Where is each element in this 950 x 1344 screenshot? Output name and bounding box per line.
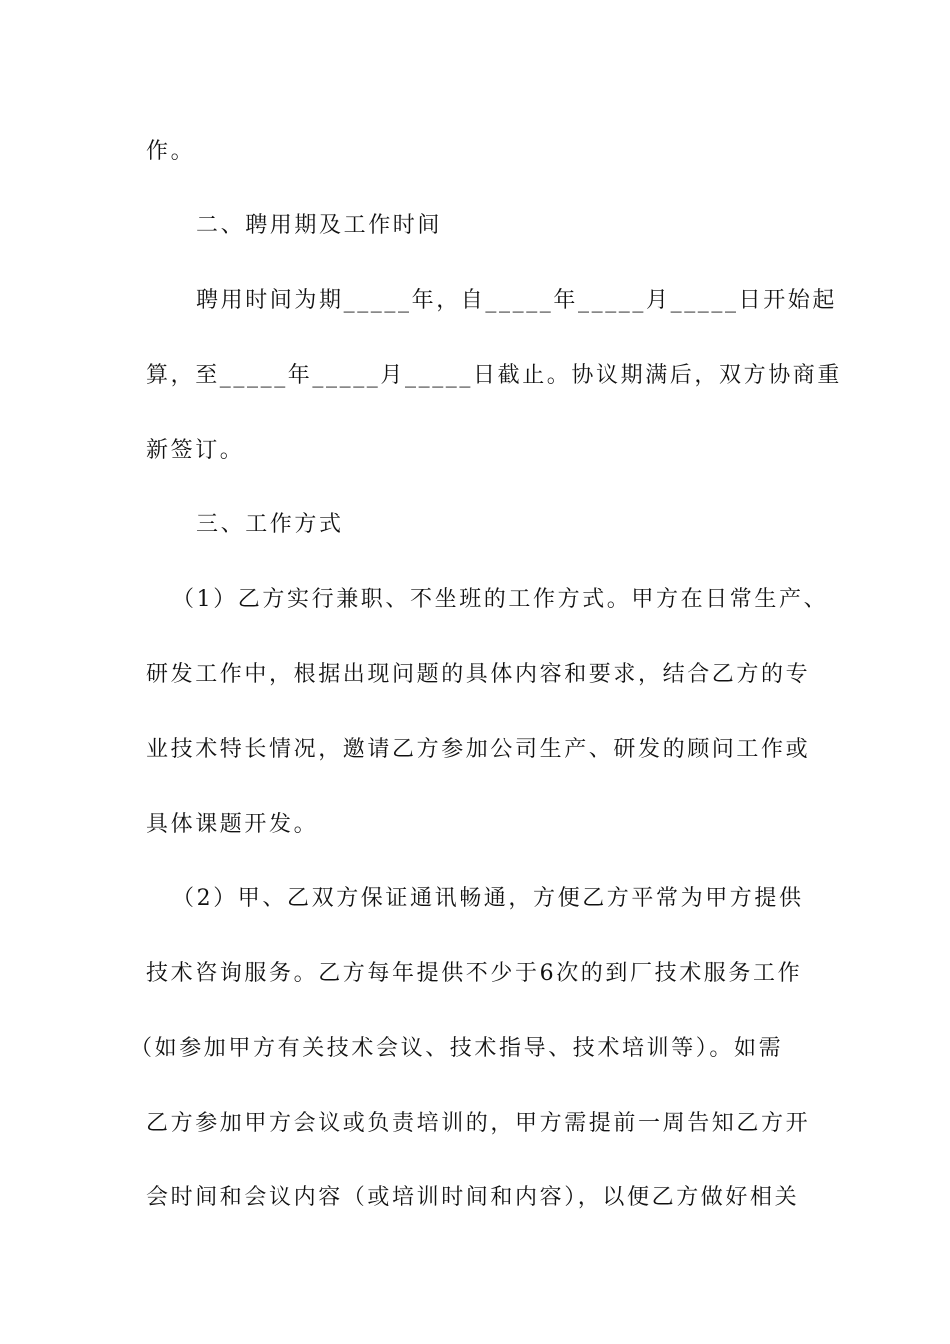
paragraph-line: （2）甲、乙双方保证通讯畅通，方便乙方平常为甲方提供 <box>172 886 804 911</box>
section-heading: 二、聘用期及工作时间 <box>196 213 443 238</box>
paragraph-line: 具体课题开发。 <box>146 812 319 837</box>
paragraph-line: （如参加甲方有关技术会议、技术指导、技术培训等）。如需 <box>130 1036 784 1061</box>
paragraph-line: 技术咨询服务。乙方每年提供不少于6次的到厂技术服务工作 <box>146 961 803 986</box>
paragraph-line: 研发工作中，根据出现问题的具体内容和要求，结合乙方的专 <box>146 662 811 687</box>
paragraph-line: 算，至_____年_____月_____日截止。协议期满后，双方协商重 <box>146 363 843 388</box>
paragraph-line: 会时间和会议内容（或培训时间和内容），以便乙方做好相关 <box>146 1185 800 1210</box>
section-heading: 三、工作方式 <box>196 512 344 537</box>
paragraph-line: 新签订。 <box>146 438 245 463</box>
paragraph-line: 作。 <box>146 139 196 164</box>
paragraph-line: （1）乙方实行兼职、不坐班的工作方式。甲方在日常生产、 <box>172 587 829 612</box>
paragraph-line: 聘用时间为期_____年，自_____年_____月_____日开始起 <box>196 288 838 313</box>
paragraph-line: 业技术特长情况，邀请乙方参加公司生产、研发的顾问工作或 <box>146 737 811 762</box>
paragraph-line: 乙方参加甲方会议或负责培训的，甲方需提前一周告知乙方开 <box>146 1111 811 1136</box>
